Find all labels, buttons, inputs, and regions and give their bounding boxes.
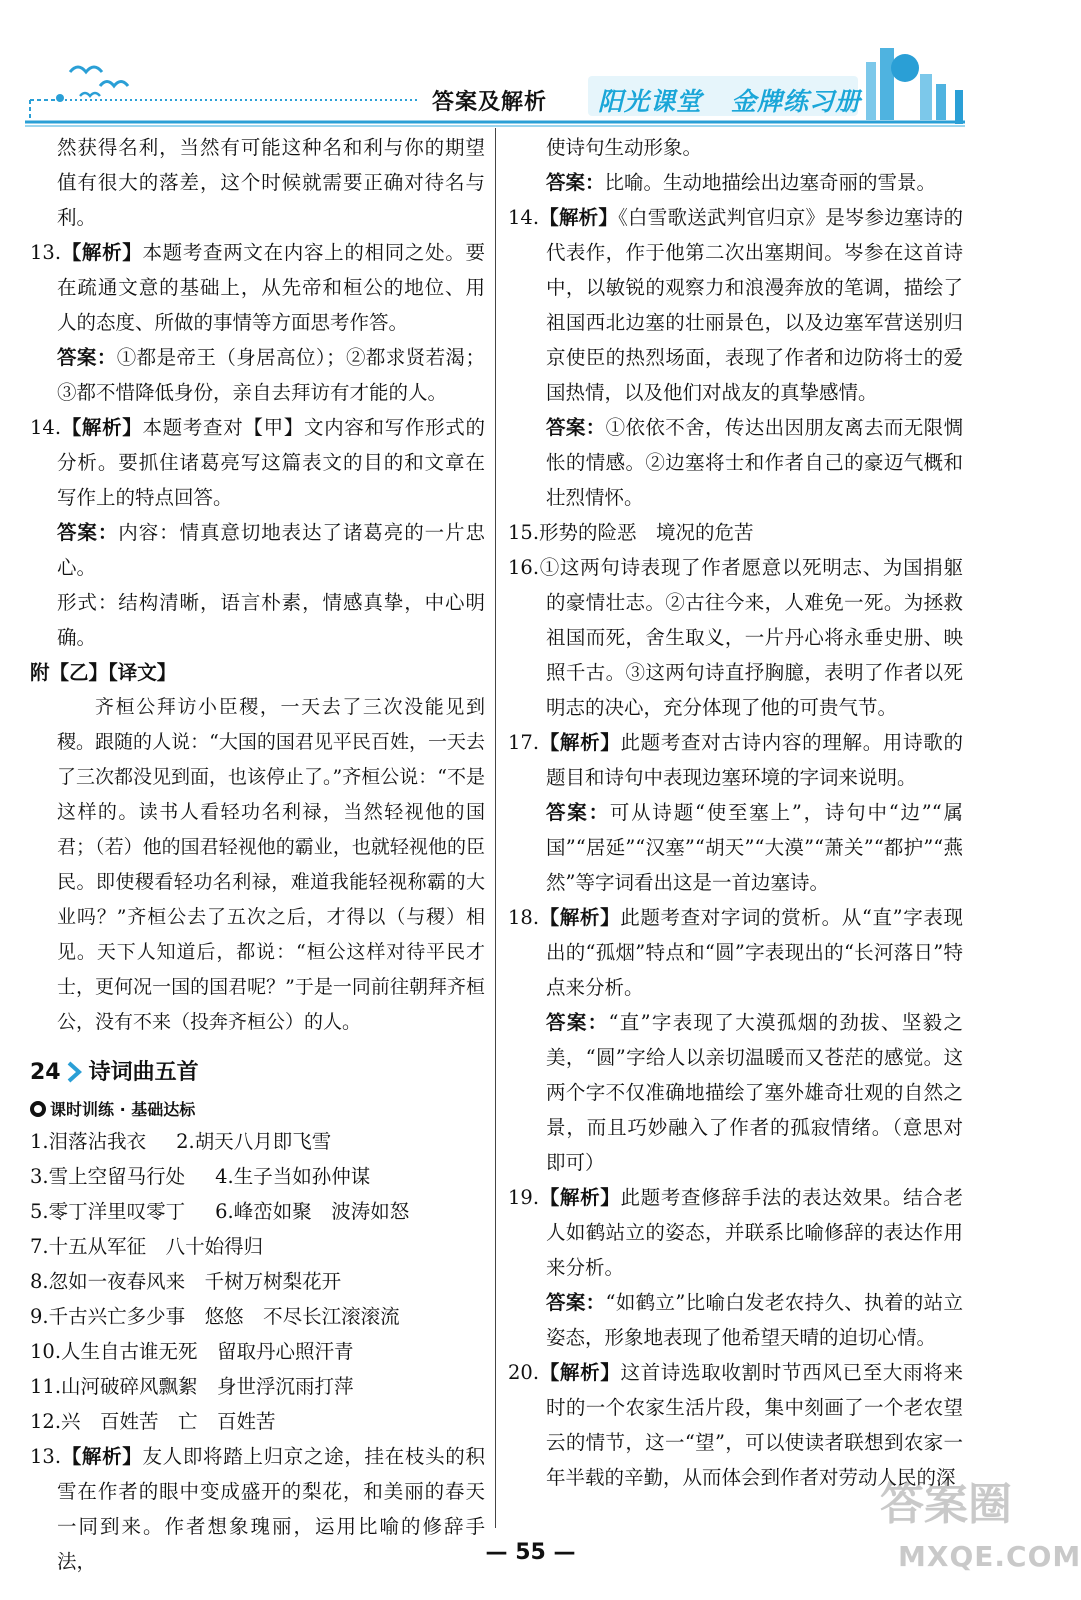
question-18 (508, 900, 963, 1005)
right-column (508, 130, 963, 1495)
analysis-tag: 【解析】 (539, 206, 619, 229)
answer-row: 5.零丁洋里叹零丁 6.峰峦如聚 波涛如怒 (30, 1200, 410, 1223)
answer-15: 15.形势的险恶 境况的危苦 (508, 521, 754, 544)
appendix-label: 附【乙】【译文】 (30, 661, 177, 684)
question-19 (508, 1180, 963, 1285)
answer-14-form: 形式：结构清晰，语言朴素，情感真挚，中心明确。 (57, 591, 485, 649)
analysis-tag: 【解析】 (539, 1186, 621, 1209)
question-number: 13. (30, 241, 62, 264)
brand-subtitle: 金牌练习册 (731, 87, 862, 116)
question-14b (508, 200, 963, 410)
sub-title: 课时训练 · 基础达标 (50, 1099, 196, 1119)
question-number: 16. (508, 556, 540, 579)
answer-text: “如鹤立”比喻白发老农持久、执着的站立姿态，形象地表现了他希望天晴的迫切心情。 (546, 1291, 963, 1349)
watermark-url: MXQE.COM (898, 1540, 1081, 1573)
gear-icon (30, 1101, 46, 1117)
answer-10: 10.人生自古谁无死 留取丹心照汗青 (30, 1340, 354, 1363)
analysis-tag: 【解析】 (539, 1361, 621, 1384)
answer-tag: 答案： (546, 171, 605, 194)
answer-12: 12.兴 百姓苦 亡 百姓苦 (30, 1410, 276, 1433)
answer-18 (508, 1005, 963, 1180)
question-number: 17. (508, 731, 540, 754)
section-title: 诗词曲五首 (88, 1059, 199, 1085)
answer-14 (30, 515, 485, 585)
watermark-text: 答案圈 (880, 1479, 1012, 1530)
section-number: 24 (30, 1059, 61, 1085)
answer-13 (30, 340, 485, 410)
answer-text: “直”字表现了大漠孤烟的劲拔、坚毅之美，“圆”字给人以亲切温暖而又苍茫的感觉。这两个字不仅准确地描绘了塞外雄奇壮观的自然之景，而且巧妙融入了作者的孤寂情绪。（意思对即可） (546, 1011, 963, 1174)
question-14 (30, 410, 485, 515)
answer-tag: 答案： (57, 346, 117, 369)
answer-17 (508, 795, 963, 900)
answer-14b (508, 410, 963, 515)
analysis-text: 本题考查对【甲】文内容和写作形式的分析。要抓住诸葛亮写这篇表文的目的和文章在写作上的特点回答。 (57, 416, 485, 509)
column-divider (495, 128, 496, 1528)
answer-text: 内容：情真意切地表达了诸葛亮的一片忠心。 (57, 521, 485, 579)
analysis-tag: 【解析】 (539, 731, 621, 754)
left-column (30, 130, 485, 1579)
section-heading (30, 1050, 485, 1094)
intro-text: 然获得名利，当然有可能这种名和利与你的期望值有很大的落差，这个时候就需要正确对待名与利。 (57, 136, 485, 229)
answer-11: 11.山河破碎风飘絮 身世浮沉雨打萍 (30, 1375, 354, 1398)
answer-text: 可从诗题“使至塞上”，诗句中“边”“属国”“居延”“汉塞”“胡天”“大漠”“萧关”“都护”“燕然”等字词看出这是一首边塞诗。 (546, 801, 963, 894)
brand-name: 阳光课堂 (598, 87, 703, 116)
question-number: 18. (508, 906, 540, 929)
answer-tag: 答案： (546, 801, 610, 824)
answer-tag: 答案： (546, 416, 606, 439)
answer-row: 3.雪上空留马行处 4.生子当如孙仲谋 (30, 1165, 371, 1188)
continued-text: 使诗句生动形象。 (546, 136, 703, 159)
answer-tag: 答案： (57, 521, 119, 544)
answer-tag: 答案： (546, 1011, 609, 1034)
header-label: 答案及解析 (432, 90, 548, 115)
answer-tag: 答案： (546, 1291, 606, 1314)
answer-19 (508, 1285, 963, 1355)
chevron-right-icon (67, 1061, 83, 1083)
question-number: 13. (30, 1445, 62, 1468)
analysis-tag: 【解析】 (61, 416, 143, 439)
question-number: 14. (508, 206, 540, 229)
answer-text: ①依依不舍，传达出因朋友离去而无限惆怅的情感。②边塞将士和作者自己的豪迈气概和壮烈情怀。 (546, 416, 963, 509)
appendix-translation: 齐桓公拜访小臣稷，一天去了三次没能见到稷。跟随的人说：“大国的国君见平民百姓，一天去了三次都没见到面，也该停止了。”齐桓公说：“不是这样的。读书人看轻功名利禄，当然轻视他的国君；（若）他的国君轻视他的霸业，也就轻视他的臣民。即使稷看轻功名利禄，难道我能轻视称霸的大业吗？”齐桓公去了五次之后，才得以（与稷）相见。天下人知道后，都说：“桓公这样对待平民才士，更何况一国的国君呢？”于是一同前往朝拜齐桓公，没有不来（投奔齐桓公）的人。 (57, 696, 485, 1033)
answer-text: 比喻。生动地描绘出边塞奇丽的雪景。 (604, 171, 937, 194)
answer-7: 7.十五从军征 八十始得归 (30, 1235, 264, 1258)
sub-heading (30, 1094, 485, 1124)
question-number: 20. (508, 1361, 540, 1384)
analysis-tag: 【解析】 (61, 241, 143, 264)
watermark-logo (880, 1468, 1081, 1588)
answer-9: 9.千古兴亡多少事 悠悠 不尽长江滚滚流 (30, 1305, 400, 1328)
answer-text: ①这两句诗表现了作者愿意以死明志、为国捐躯的豪情壮志。②古往今来，人难免一死。为拯救祖国而死，舍生取义，一片丹心将永垂史册、映照千古。③这两句诗直抒胸臆，表明了作者以死明志的决心，充分体现了他的可贵气节。 (539, 556, 963, 719)
analysis-tag: 【解析】 (61, 1445, 143, 1468)
answer-row: 1.泪落沾我衣 2.胡天八月即飞雪 (30, 1130, 332, 1153)
analysis-tag: 【解析】 (539, 906, 621, 929)
analysis-text: 本题考查两文在内容上的相同之处。要在疏通文意的基础上，从先帝和桓公的地位、用人的态度、所做的事情等方面思考作答。 (57, 241, 485, 334)
analysis-text: 友人即将踏上归京之途，挂在枝头的积雪在作者的眼中变成盛开的梨花，和美丽的春天一同到来。作者想象瑰丽，运用比喻的修辞手法， (57, 1445, 485, 1573)
answer-8: 8.忽如一夜春风来 千树万树梨花开 (30, 1270, 342, 1293)
analysis-text: 《白雪歌送武判官归京》是岑参边塞诗的代表作，作于他第二次出塞期间。岑参在这首诗中，以敏锐的观察力和浪漫奔放的笔调，描绘了祖国西北边塞的壮丽景色，以及边塞军营送别归京使臣的热烈场面，表现了作者和边防将士的爱国热情，以及他们对战友的真挚感情。 (546, 206, 963, 404)
analysis-text: 此题考查对字词的赏析。从“直”字表现出的“孤烟”特点和“圆”字表现出的“长河落日”特点来分析。 (546, 906, 963, 999)
page-number: — 55 — (485, 1540, 576, 1565)
question-17 (508, 725, 963, 795)
question-13 (30, 235, 485, 340)
analysis-text: 这首诗选取收割时节西风已至大雨将来时的一个农家生活片段，集中刻画了一个老农望云的情节，这一“望”，可以使读者联想到农家一年半载的辛勤，从而体会到作者对劳动人民的深 (546, 1361, 963, 1489)
answer-13b (508, 165, 963, 200)
analysis-text: 此题考查对古诗内容的理解。用诗歌的题目和诗句中表现边塞环境的字词来说明。 (546, 731, 963, 789)
page-header (0, 0, 1061, 130)
question-16 (508, 550, 963, 725)
answer-text: ①都是帝王（身居高位）；②都求贤若渴；③都不惜降低身份，亲自去拜访有才能的人。 (57, 346, 485, 404)
analysis-text: 此题考查修辞手法的表达效果。结合老人如鹤站立的姿态，并联系比喻修辞的表达作用来分析。 (546, 1186, 963, 1279)
question-number: 14. (30, 416, 62, 439)
question-number: 19. (508, 1186, 540, 1209)
